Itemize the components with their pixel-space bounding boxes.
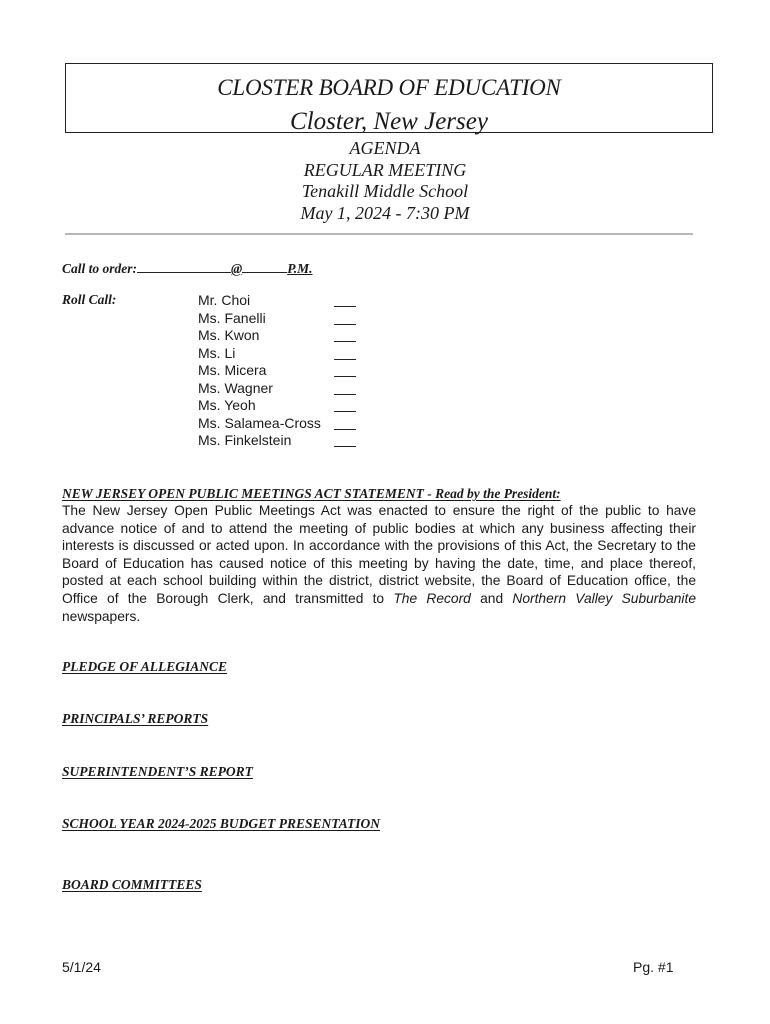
pm-label: P.M. (287, 261, 313, 276)
member-name: Ms. Salamea-Cross (198, 414, 321, 431)
attendance-blank (334, 411, 356, 412)
roll-call-label: Roll Call: (62, 292, 117, 307)
agenda-label: AGENDA (349, 138, 421, 158)
meeting-location: Tenakill Middle School (301, 181, 469, 201)
newspaper-name-1: The Record (393, 590, 471, 606)
board-committees-heading: BOARD COMMITTEES (62, 877, 202, 892)
member-name: Ms. Kwon (198, 327, 260, 343)
page-number: Pg. #1 (633, 959, 674, 975)
conjunction: and (470, 590, 513, 606)
attendance-blank (334, 324, 356, 325)
member-name: Ms. Wagner (198, 379, 273, 396)
attendance-blank (334, 306, 356, 307)
header-divider (65, 233, 693, 235)
roll-call-row (198, 310, 358, 328)
org-name: CLOSTER BOARD OF EDUCATION (217, 75, 561, 100)
newspaper-name-2: Northern Valley Suburbanite (512, 590, 696, 606)
roll-call-row (198, 397, 358, 415)
roll-call-row (198, 362, 358, 380)
call-to-order-label: Call to order: (62, 261, 138, 276)
budget-presentation-heading: SCHOOL YEAR 2024-2025 BUDGET PRESENTATION (62, 816, 381, 831)
opma-statement (62, 502, 696, 625)
attendance-blank (334, 394, 356, 395)
roll-call-row (198, 380, 358, 398)
pledge-heading: PLEDGE OF ALLEGIANCE (62, 659, 228, 674)
roll-call-row (198, 345, 358, 363)
member-name: Ms. Yeoh (198, 397, 256, 413)
member-name: Ms. Finkelstein (198, 432, 292, 448)
roll-call-row (198, 292, 358, 310)
attendance-blank (334, 446, 356, 447)
roll-call-row (198, 415, 358, 433)
opma-text-1: The New Jersey Open Public Meetings Act was enacted to ensure the right of the public to have advance notice of and to attend the meeting of public bodies at which any business affecting their interests is discussed or acted upon. In accordance with the provisions of this Act, the Secretary to the Board of Education has caused notice of this meeting by having the date, time, and place thereof, posted at each school building within the district, district website, the Board of Education office, the Office of the Borough Clerk, and transmitted to (62, 503, 696, 606)
time-blank (137, 258, 231, 273)
opma-text-2: newspapers. (62, 608, 141, 624)
roll-call-list (198, 292, 358, 450)
footer-date: 5/1/24 (62, 959, 101, 975)
member-name: Ms. Li (198, 344, 236, 361)
attendance-blank (334, 359, 356, 360)
call-to-order (62, 258, 313, 277)
superintendent-report-heading: SUPERINTENDENT’S REPORT (62, 764, 253, 779)
principals-reports-heading: PRINCIPALS’ REPORTS (62, 711, 209, 726)
at-sign: @ (231, 261, 243, 276)
org-city: Closter, New Jersey (290, 108, 488, 135)
title-box (65, 63, 713, 133)
time-blank-2 (242, 258, 287, 273)
meeting-type: REGULAR MEETING (303, 160, 467, 180)
opma-heading: NEW JERSEY OPEN PUBLIC MEETINGS ACT STATEMENT - Read by the President: (62, 486, 561, 501)
meeting-datetime: May 1, 2024 - 7:30 PM (300, 203, 470, 223)
attendance-blank (334, 429, 356, 430)
roll-call-row (198, 432, 358, 450)
attendance-blank (334, 341, 356, 342)
attendance-blank (334, 376, 356, 377)
member-name: Mr. Choi (198, 292, 251, 308)
member-name: Ms. Micera (198, 362, 267, 378)
roll-call-row (198, 327, 358, 345)
member-name: Ms. Fanelli (198, 309, 266, 326)
